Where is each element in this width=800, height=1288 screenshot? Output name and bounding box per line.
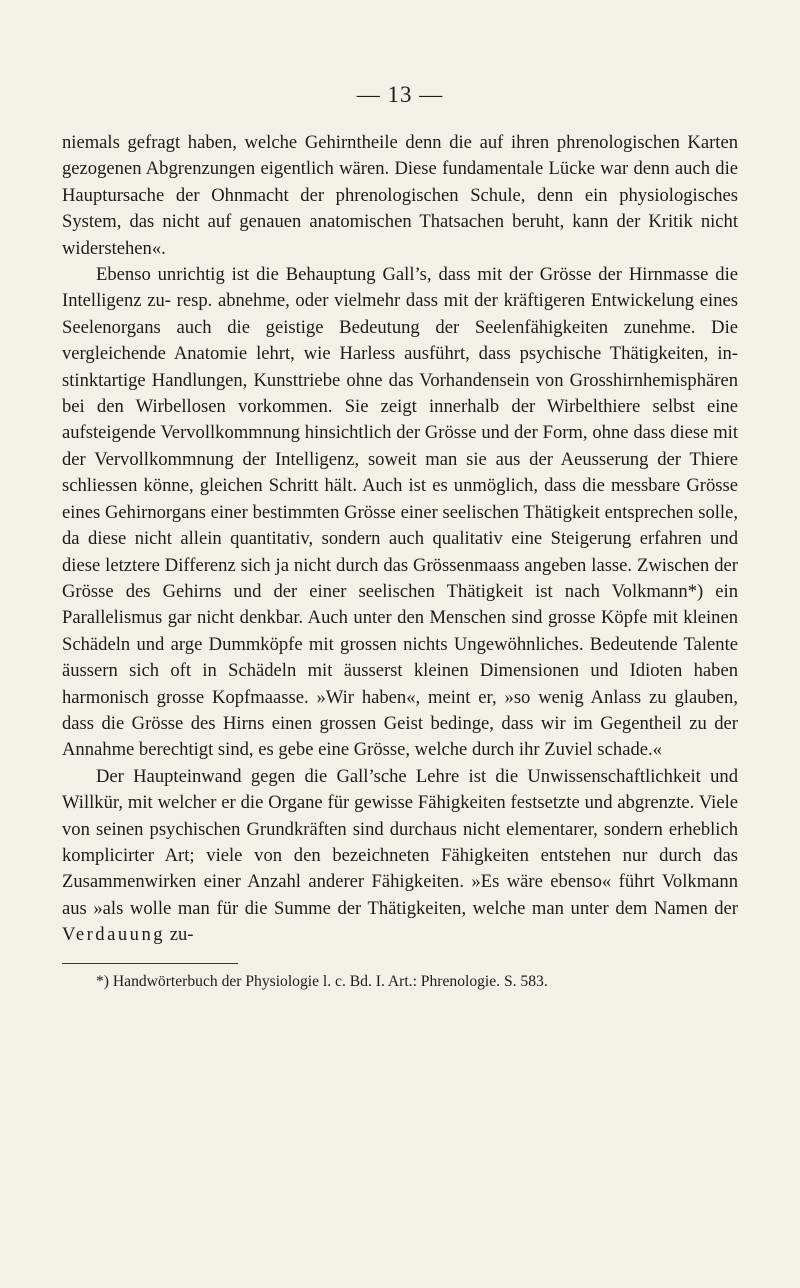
- paragraph-3: [62, 764, 738, 949]
- footnote-divider: [62, 963, 238, 964]
- paragraph-3-tail: zu-: [165, 924, 194, 946]
- paragraph-2: Ebenso unrichtig ist die Behauptung Gall’s, dass mit der Grösse der Hirnmasse die Intelligenz zu- resp. abnehme, oder vielmehr dass mit der kräftigeren Entwickelung eines Seelenorgans auch die geistige Bedeutung der Seelenfähigkeiten zunehme. Die vergleichende Anatomie lehrt, wie Harless ausführt, dass psychische Thätigkeiten, instinktartige Handlungen, Kunsttriebe ohne das Vorhandensein von Grosshirnhemisphären bei den Wirbellosen vorkommen. Sie zeigt innerhalb der Wirbelthiere selbst eine aufsteigende Vervollkommnung hinsichtlich der Grösse und der Form, ohne dass diese mit der Vervollkommnung der Intelligenz, soweit man sie aus der Aeusserung der Thiere schliessen könne, gleichen Schritt hält. Auch ist es unmöglich, dass die messbare Grösse eines Gehirnorgans einer bestimmten Grösse einer seelischen Thätigkeit entsprechen solle, da diese nicht allein quantitativ, sondern auch qualitativ eine Steigerung erfahren und diese letztere Differenz sich ja nicht durch das Grössenmaass angeben lasse. Zwischen der Grösse des Gehirns und der einer seelischen Thätigkeit ist nach Volkmann*) ein Parallelismus gar nicht denkbar. Auch unter den Menschen sind grosse Köpfe mit kleinen Schädeln und arge Dummköpfe mit grossen nichts Ungewöhnliches. Bedeutende Talente äussern sich oft in Schädeln mit äusserst kleinen Dimensionen und Idioten haben harmonisch grosse Kopfmaasse. »Wir haben«, meint er, »so wenig Anlass zu glauben, dass die Grösse des Hirns einen grossen Geist bedinge, dass wir im Gegentheil zu der Annahme berechtigt sind, es gebe eine Grösse, welche durch ihr Zuviel schade.«: [62, 264, 738, 761]
- paragraph-3-text: Der Haupteinwand gegen die Gall’sche Lehre ist die Unwissenschaftlichkeit und Willkür, mit welcher er die Organe für gewisse Fähigkeiten festsetzte und abgrenzte. Viele von seinen psychischen Grundkräften sind durchaus nicht elementarer, sondern erheblich komplicirter Art; viele von den bezeichneten Fähigkeiten entstehen nur durch das Zusammenwirken einer Anzahl anderer Fähigkeiten. »Es wäre ebenso« führt Volkmann aus »als wolle man für die Summe der Thätigkeiten, welche man unter dem Namen der: [62, 765, 738, 919]
- paragraph-1: niemals gefragt haben, welche Gehirntheile denn die auf ihren phrenologischen Karten gezogenen Abgrenzungen eigentlich wären. Diese fundamentale Lücke war denn auch die Hauptursache der Ohnmacht der phrenologischen Schule, denn ein physiologisches System, das nicht auf genauen anatomischen Thatsachen beruht, kann der Kritik nicht widerstehen«.: [62, 132, 738, 259]
- document-page: [62, 82, 738, 992]
- spaced-word: Verdauung: [62, 924, 166, 946]
- page-number: — 13 —: [356, 82, 444, 107]
- footnote: *) Handwörterbuch der Physiologie l. c. Bd. I. Art.: Phrenologie. S. 583.: [96, 972, 548, 990]
